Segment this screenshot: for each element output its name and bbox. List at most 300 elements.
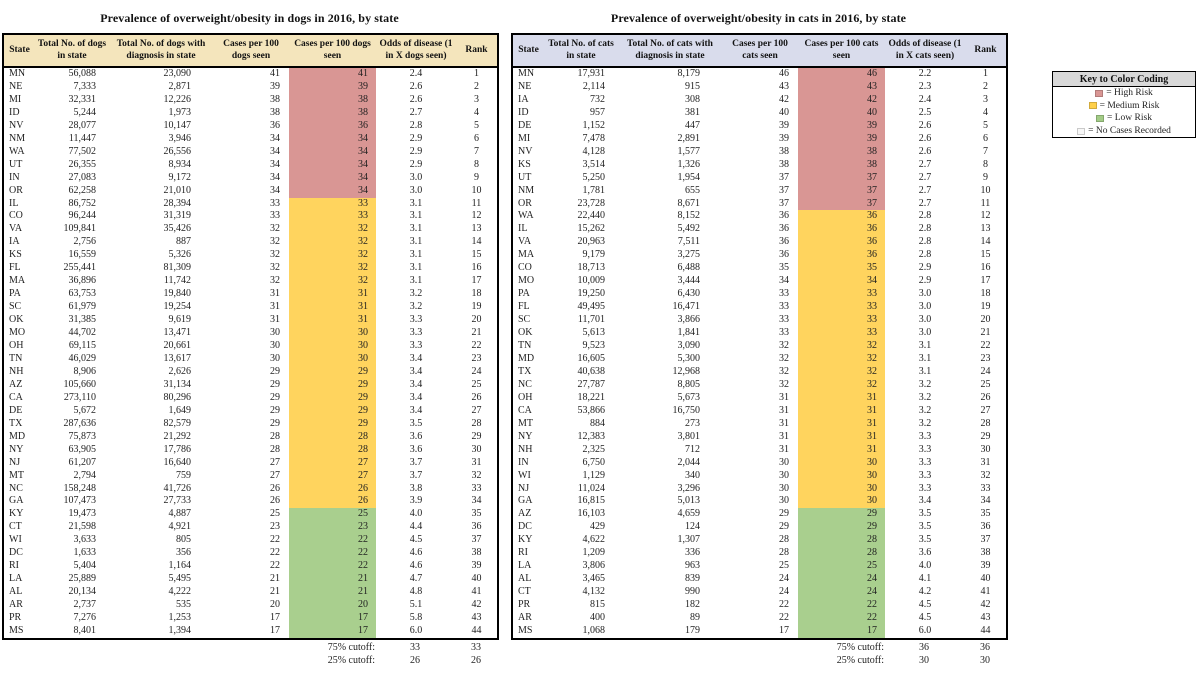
cell-cases-colored: 31	[798, 418, 885, 431]
cell-rank: 36	[980, 521, 991, 533]
cell-state: NV	[9, 119, 24, 131]
cell-odds: 3.2	[409, 301, 423, 313]
cell-cases-colored: 34	[289, 185, 376, 198]
table-row	[512, 586, 1007, 599]
cell-rank: 1	[983, 68, 988, 79]
color-key-legend	[1052, 71, 1196, 138]
table-row	[512, 431, 1007, 444]
cell-total: 63,905	[68, 443, 96, 455]
cell-state: IN	[9, 171, 20, 183]
cell-state: KS	[9, 249, 22, 261]
cutoff-row	[2, 641, 497, 655]
cutoff-row	[511, 641, 1006, 655]
cell-total: 107,473	[63, 495, 96, 507]
cell-cases-colored: 26	[289, 495, 376, 508]
cell-odds: 6.0	[918, 624, 932, 636]
table-row	[3, 353, 498, 366]
cell-rank: 20	[471, 314, 482, 326]
cell-cases: 38	[270, 106, 280, 118]
cell-odds: 2.7	[409, 106, 423, 118]
cell-cases-colored: 33	[798, 288, 885, 301]
legend-item-high-risk	[1053, 87, 1195, 100]
table-row	[512, 275, 1007, 288]
cell-state: MI	[518, 132, 531, 144]
cell-odds: 2.8	[409, 119, 423, 131]
cell-odds: 2.6	[409, 93, 423, 105]
cell-odds: 3.2	[918, 391, 932, 403]
cell-state: MI	[9, 93, 22, 105]
table-row	[3, 314, 498, 327]
table-row	[3, 612, 498, 625]
cell-total: 32,331	[68, 93, 96, 105]
cell-rank: 11	[471, 197, 482, 209]
cell-diagnosed: 5,300	[677, 352, 700, 364]
cell-cases: 41	[270, 68, 280, 79]
cell-rank: 32	[980, 469, 991, 481]
cell-odds: 4.0	[409, 508, 423, 520]
cell-diagnosed: 3,275	[677, 249, 700, 261]
cell-odds: 3.6	[409, 430, 423, 442]
cell-total: 28,077	[68, 119, 96, 131]
table-row	[512, 444, 1007, 457]
cell-odds: 3.2	[918, 417, 932, 429]
cell-rank: 21	[471, 327, 482, 339]
cell-state: MD	[9, 430, 26, 442]
cell-rank: 7	[983, 145, 988, 157]
cell-diagnosed: 4,222	[168, 586, 191, 598]
table-row	[3, 560, 498, 573]
table-row	[512, 470, 1007, 483]
cell-cases: 34	[270, 132, 280, 144]
table-row	[3, 392, 498, 405]
cell-total: 732	[590, 93, 605, 105]
cell-state: MS	[9, 624, 24, 636]
column-header: Cases per 100 cats seen	[798, 34, 885, 67]
table-row	[3, 133, 498, 146]
cell-total: 23,728	[577, 197, 605, 209]
cell-cases: 29	[270, 404, 280, 416]
cell-odds: 3.4	[409, 352, 423, 364]
cell-rank: 38	[980, 547, 991, 559]
cell-cases-colored: 17	[798, 625, 885, 639]
legend-item-label: = No Cases Recorded	[1088, 126, 1171, 137]
cell-odds: 3.3	[409, 327, 423, 339]
cell-rank: 42	[980, 599, 991, 611]
cell-total: 429	[590, 521, 605, 533]
cell-cases: 43	[779, 80, 789, 92]
cell-diagnosed: 3,090	[677, 340, 700, 352]
cell-odds: 3.1	[409, 210, 423, 222]
cell-state: PR	[518, 599, 531, 611]
table-row	[512, 301, 1007, 314]
cell-diagnosed: 1,164	[168, 560, 191, 572]
cell-cases-colored: 31	[798, 405, 885, 418]
cell-diagnosed: 10,147	[163, 119, 191, 131]
cell-diagnosed: 124	[685, 521, 700, 533]
cell-cases-colored: 30	[289, 340, 376, 353]
cell-cases: 31	[779, 391, 789, 403]
cell-rank: 31	[471, 456, 482, 468]
cell-odds: 2.8	[918, 223, 932, 235]
cell-rank: 2	[983, 80, 988, 92]
cell-state: CA	[518, 404, 532, 416]
cell-rank: 28	[980, 417, 991, 429]
cell-odds: 3.3	[409, 314, 423, 326]
cell-cases-colored: 33	[798, 314, 885, 327]
cell-cases-colored: 33	[289, 198, 376, 211]
table-row	[512, 146, 1007, 159]
cutoff-label: 25% cutoff:	[836, 655, 884, 667]
cell-rank: 8	[474, 158, 479, 170]
table-row	[512, 120, 1007, 133]
cell-cases: 31	[270, 314, 280, 326]
cell-rank: 6	[983, 132, 988, 144]
cell-state: FL	[9, 262, 21, 274]
cell-odds: 2.7	[918, 197, 932, 209]
cell-rank: 13	[980, 223, 991, 235]
cell-cases: 25	[270, 508, 280, 520]
cell-rank: 18	[980, 288, 991, 300]
cell-cases-colored: 32	[798, 353, 885, 366]
cell-total: 5,672	[73, 404, 96, 416]
cell-total: 16,815	[577, 495, 605, 507]
cell-state: NV	[518, 145, 533, 157]
cell-state: MT	[9, 469, 24, 481]
table-row	[3, 146, 498, 159]
table-row	[3, 236, 498, 249]
cell-cases-colored: 31	[289, 314, 376, 327]
cell-diagnosed: 447	[685, 119, 700, 131]
cell-cases-colored: 30	[798, 483, 885, 496]
cell-cases-colored: 26	[289, 483, 376, 496]
cell-state: NC	[9, 482, 23, 494]
cell-total: 9,523	[582, 340, 605, 352]
cell-cases: 36	[270, 119, 280, 131]
cell-total: 2,114	[582, 80, 605, 92]
cell-odds: 3.8	[409, 482, 423, 494]
cell-odds: 3.0	[918, 314, 932, 326]
cell-total: 3,465	[582, 573, 605, 585]
cell-total: 61,207	[68, 456, 96, 468]
cell-cases-colored: 31	[798, 392, 885, 405]
table-row	[3, 470, 498, 483]
cell-rank: 22	[471, 340, 482, 352]
cell-odds: 3.1	[409, 223, 423, 235]
cell-odds: 2.7	[918, 171, 932, 183]
cell-total: 22,440	[577, 210, 605, 222]
cell-cases-colored: 37	[798, 198, 885, 211]
cell-total: 12,383	[577, 430, 605, 442]
cell-cases-colored: 38	[798, 146, 885, 159]
table-row	[3, 495, 498, 508]
cell-cases: 34	[270, 145, 280, 157]
cell-cases-colored: 32	[289, 275, 376, 288]
cell-rank: 6	[474, 132, 479, 144]
cell-cases: 32	[779, 352, 789, 364]
cell-diagnosed: 13,617	[163, 352, 191, 364]
cell-cases: 37	[779, 184, 789, 196]
cell-rank: 5	[983, 119, 988, 131]
cell-cases-colored: 46	[798, 67, 885, 81]
cell-diagnosed: 1,394	[168, 624, 191, 636]
cell-rank: 38	[471, 547, 482, 559]
cell-cases: 30	[270, 352, 280, 364]
cell-cases: 28	[779, 534, 789, 546]
cell-diagnosed: 535	[176, 599, 191, 611]
cell-odds: 2.7	[918, 158, 932, 170]
cell-rank: 5	[474, 119, 479, 131]
cell-total: 8,401	[73, 624, 96, 636]
cell-state: VA	[9, 223, 23, 235]
cats-table-title: Prevalence of overweight/obesity in cats in 2016, by state	[610, 11, 907, 25]
cell-rank: 2	[474, 80, 479, 92]
cell-diagnosed: 4,887	[168, 508, 191, 520]
table-row	[512, 107, 1007, 120]
cutoff-label: 75% cutoff:	[836, 641, 884, 653]
cell-cases-colored: 22	[289, 547, 376, 560]
cell-state: KY	[9, 508, 24, 520]
cell-rank: 14	[980, 236, 991, 248]
cell-state: FL	[518, 301, 530, 313]
cell-total: 19,250	[577, 288, 605, 300]
cell-state: UT	[9, 158, 23, 170]
cell-diagnosed: 3,866	[677, 314, 700, 326]
cell-cases: 24	[779, 573, 789, 585]
cell-cases-colored: 38	[289, 94, 376, 107]
table-row	[3, 444, 498, 457]
cell-odds: 3.7	[409, 456, 423, 468]
table-row	[3, 249, 498, 262]
cell-diagnosed: 8,152	[677, 210, 700, 222]
cell-cases: 30	[779, 495, 789, 507]
legend-item-label: = Low Risk	[1107, 113, 1152, 124]
cell-cases-colored: 29	[289, 418, 376, 431]
table-row	[3, 405, 498, 418]
cell-odds: 3.4	[918, 495, 932, 507]
table-row	[512, 560, 1007, 573]
cell-cases-colored: 30	[289, 353, 376, 366]
cell-state: NH	[9, 365, 24, 377]
cell-state: NY	[9, 443, 24, 455]
cell-odds: 2.2	[918, 68, 932, 79]
cell-total: 63,753	[68, 288, 96, 300]
cell-state: NE	[518, 80, 532, 92]
cell-state: CA	[9, 391, 23, 403]
cell-total: 287,636	[63, 417, 96, 429]
cell-cases: 36	[779, 236, 789, 248]
cell-total: 255,441	[63, 262, 96, 274]
cell-cases-colored: 32	[289, 262, 376, 275]
cell-diagnosed: 12,968	[672, 365, 700, 377]
cell-cases: 29	[779, 508, 789, 520]
cell-odds: 3.7	[409, 469, 423, 481]
cell-total: 11,024	[577, 482, 605, 494]
cell-cases-colored: 30	[798, 470, 885, 483]
cell-diagnosed: 3,296	[677, 482, 700, 494]
cell-diagnosed: 28,394	[163, 197, 191, 209]
cell-total: 3,514	[582, 158, 605, 170]
cell-cases: 46	[779, 68, 789, 79]
cats-data-table	[511, 33, 1008, 640]
cell-diagnosed: 35,426	[163, 223, 191, 235]
cell-diagnosed: 17,786	[163, 443, 191, 455]
cell-total: 3,633	[73, 534, 96, 546]
cell-diagnosed: 963	[685, 560, 700, 572]
column-header: Total No. of dogs in state	[35, 34, 109, 67]
cell-total: 1,068	[582, 624, 605, 636]
cell-cases-colored: 33	[798, 301, 885, 314]
cell-state: MA	[518, 249, 535, 261]
cell-state: MD	[518, 352, 535, 364]
cell-state: MO	[9, 327, 26, 339]
cell-cases-colored: 32	[289, 249, 376, 262]
cell-rank: 3	[983, 93, 988, 105]
cell-cases-colored: 25	[798, 560, 885, 573]
column-header: Total No. of dogs with diagnosis in state	[109, 34, 213, 67]
cutoff-row	[2, 654, 497, 668]
cell-cases: 40	[779, 106, 789, 118]
cell-cases-colored: 36	[289, 120, 376, 133]
cell-total: 7,333	[73, 80, 96, 92]
cell-cases-colored: 36	[798, 210, 885, 223]
cell-rank: 4	[983, 106, 988, 118]
cell-cases-colored: 34	[798, 275, 885, 288]
cell-cases-colored: 22	[798, 599, 885, 612]
cell-total: 16,103	[577, 508, 605, 520]
cutoff-value: 30	[919, 655, 929, 667]
cell-cases-colored: 34	[289, 172, 376, 185]
legend-title: Key to Color Coding	[1053, 72, 1195, 87]
cell-diagnosed: 915	[685, 80, 700, 92]
cell-rank: 16	[471, 262, 482, 274]
cutoff-value: 36	[980, 641, 990, 653]
cell-total: 17,931	[577, 68, 605, 79]
cell-diagnosed: 839	[685, 573, 700, 585]
table-row	[3, 185, 498, 198]
cell-rank: 34	[471, 495, 482, 507]
cell-rank: 42	[471, 599, 482, 611]
cell-cases-colored: 25	[289, 508, 376, 521]
cell-total: 273,110	[63, 391, 96, 403]
cell-cases: 30	[270, 340, 280, 352]
cutoff-value: 36	[919, 641, 929, 653]
table-row	[512, 94, 1007, 107]
cell-odds: 4.4	[409, 521, 423, 533]
cell-rank: 41	[471, 586, 482, 598]
cell-cases: 38	[779, 145, 789, 157]
cell-state: PA	[9, 288, 21, 300]
cutoff-label: 25% cutoff:	[327, 655, 375, 667]
cell-state: LA	[9, 573, 23, 585]
cell-odds: 2.6	[918, 145, 932, 157]
cell-total: 8,906	[73, 365, 96, 377]
cell-cases-colored: 41	[289, 67, 376, 81]
cell-rank: 26	[980, 391, 991, 403]
cell-cases: 34	[270, 171, 280, 183]
cell-rank: 27	[471, 404, 482, 416]
cell-rank: 36	[471, 521, 482, 533]
table-row	[3, 508, 498, 521]
cell-diagnosed: 3,946	[168, 132, 191, 144]
cell-state: OR	[9, 184, 23, 196]
cell-odds: 2.9	[409, 145, 423, 157]
cell-state: AZ	[518, 508, 532, 520]
cell-total: 7,276	[73, 612, 96, 624]
cell-state: WA	[9, 145, 25, 157]
cell-cases: 29	[779, 521, 789, 533]
legend-item-label: = High Risk	[1106, 88, 1153, 99]
column-header: Odds of disease (1 in X dogs seen)	[376, 34, 456, 67]
cell-total: 46,029	[68, 352, 96, 364]
cell-rank: 16	[980, 262, 991, 274]
table-row	[3, 223, 498, 236]
cell-diagnosed: 3,801	[677, 430, 700, 442]
cell-odds: 4.0	[918, 560, 932, 572]
cell-diagnosed: 5,013	[677, 495, 700, 507]
cell-diagnosed: 20,661	[163, 340, 191, 352]
cell-odds: 2.6	[409, 80, 423, 92]
cell-cases: 17	[270, 612, 280, 624]
cell-cases: 33	[270, 210, 280, 222]
cell-cases-colored: 31	[798, 444, 885, 457]
cell-total: 9,179	[582, 249, 605, 261]
cell-total: 105,660	[63, 378, 96, 390]
cell-odds: 2.5	[918, 106, 932, 118]
table-row	[3, 172, 498, 185]
cell-rank: 4	[474, 106, 479, 118]
cell-state: CO	[9, 210, 23, 222]
cell-state: KS	[518, 158, 531, 170]
cell-cases: 17	[779, 624, 789, 636]
cell-odds: 3.1	[409, 249, 423, 261]
cell-odds: 3.1	[918, 365, 932, 377]
cell-diagnosed: 273	[685, 417, 700, 429]
table-row	[512, 392, 1007, 405]
cell-cases-colored: 39	[798, 133, 885, 146]
cell-cases: 27	[270, 456, 280, 468]
table-row	[512, 457, 1007, 470]
cell-odds: 4.7	[409, 573, 423, 585]
legend-item-low-risk	[1053, 112, 1195, 125]
cell-cases-colored: 24	[798, 573, 885, 586]
cell-rank: 25	[980, 378, 991, 390]
cell-cases-colored: 28	[798, 547, 885, 560]
table-row	[512, 288, 1007, 301]
cell-diagnosed: 1,649	[168, 404, 191, 416]
table-row	[3, 67, 498, 81]
cell-total: 1,129	[582, 469, 605, 481]
cell-total: 4,128	[582, 145, 605, 157]
cell-rank: 22	[980, 340, 991, 352]
cell-diagnosed: 5,492	[677, 223, 700, 235]
cell-diagnosed: 31,319	[163, 210, 191, 222]
cell-cases-colored: 17	[289, 625, 376, 639]
cell-total: 109,841	[63, 223, 96, 235]
cell-state: IA	[9, 236, 20, 248]
table-row	[3, 599, 498, 612]
cell-rank: 25	[471, 378, 482, 390]
table-row	[512, 508, 1007, 521]
cell-odds: 2.8	[918, 249, 932, 261]
table-row	[3, 483, 498, 496]
cell-diagnosed: 81,309	[163, 262, 191, 274]
cell-state: ID	[518, 106, 529, 118]
cell-cases: 33	[779, 314, 789, 326]
cell-diagnosed: 712	[685, 443, 700, 455]
cell-state: NH	[518, 443, 533, 455]
table-row	[3, 573, 498, 586]
cell-rank: 43	[471, 612, 482, 624]
